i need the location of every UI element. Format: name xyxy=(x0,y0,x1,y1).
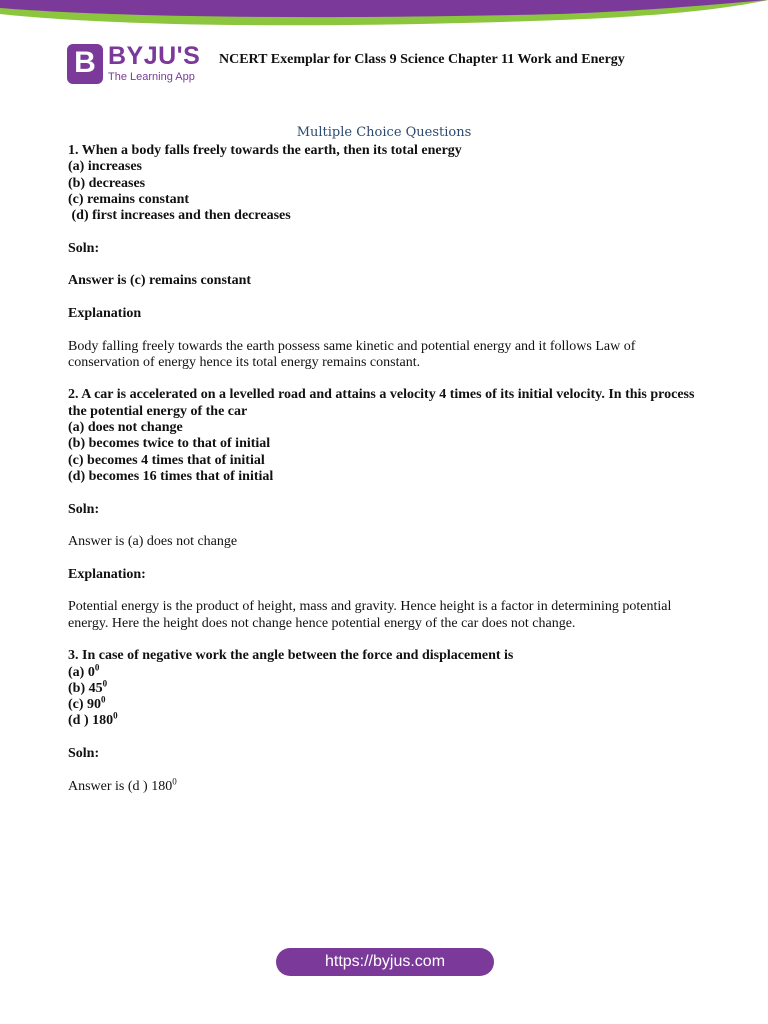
q3-option-c xyxy=(68,694,698,713)
q2-option-a: (a) does not change xyxy=(68,420,183,436)
q1-option-a: (a) increases xyxy=(68,159,142,175)
q2-explanation-label: Explanation: xyxy=(68,566,146,582)
byjus-logo xyxy=(67,44,207,88)
top-decorative-band xyxy=(0,0,768,28)
degree-mark: 0 xyxy=(172,775,177,786)
q3-option-a-text: (a) 0 xyxy=(68,664,95,680)
q1-option-d: (d) first increases and then decreases xyxy=(68,208,291,224)
q2-option-c: (c) becomes 4 times that of initial xyxy=(68,452,265,468)
q3-option-a xyxy=(68,661,698,681)
q3-option-b xyxy=(68,678,698,697)
q2-explanation-line: energy. Here the height does not change hence potential energy of the car does not change. xyxy=(68,615,576,631)
q3-option-d-text: (d ) 180 xyxy=(68,713,114,729)
q1-option-c: (c) remains constant xyxy=(68,191,190,207)
section-title: Multiple Choice Questions xyxy=(296,125,472,140)
q3-soln-label: Soln: xyxy=(68,745,100,761)
q3-question: 3. In case of negative work the angle between the force and displacement is xyxy=(68,648,514,664)
q2-option-d: (d) becomes 16 times that of initial xyxy=(68,468,274,484)
q3-answer-text: Answer is (d ) 180 xyxy=(68,778,173,794)
q1-option-b: (b) decreases xyxy=(68,175,146,191)
q3-option-b-text: (b) 45 xyxy=(68,680,103,696)
logo-mark-letter: B xyxy=(74,46,96,79)
degree-mark: 0 xyxy=(94,661,100,672)
q3-answer xyxy=(68,775,698,795)
logo-tagline: The Learning App xyxy=(108,71,195,83)
q1-explanation-line: conservation of energy hence its total energy remains constant. xyxy=(68,354,421,370)
degree-mark: 0 xyxy=(113,710,118,721)
logo-mark xyxy=(67,44,103,84)
q1-explanation-label: Explanation xyxy=(68,305,142,321)
q1-question: 1. When a body falls freely towards the earth, then its total energy xyxy=(68,143,462,158)
q1-answer: Answer is (c) remains constant xyxy=(68,273,252,289)
q2-explanation-line: Potential energy is the product of height, mass and gravity. Hence height is a factor in determining potential xyxy=(68,599,672,615)
degree-mark: 0 xyxy=(101,694,106,705)
q2-soln-label: Soln: xyxy=(68,501,100,517)
q2-answer: Answer is (a) does not change xyxy=(68,534,238,550)
q1-soln-label: Soln: xyxy=(68,240,100,256)
q1-explanation-line: Body falling freely towards the earth possess same kinetic and potential energy and it follows Law of xyxy=(68,338,636,354)
q2-option-b: (b) becomes twice to that of initial xyxy=(68,436,271,452)
logo-brand-name: BYJU'S xyxy=(108,42,201,70)
website-link-button[interactable]: https://byjus.com xyxy=(276,948,494,976)
degree-mark: 0 xyxy=(102,678,108,689)
document-body xyxy=(68,143,698,795)
document-title: NCERT Exemplar for Class 9 Science Chapter 11 Work and Energy xyxy=(219,52,625,67)
q2-question-line: the potential energy of the car xyxy=(68,403,248,419)
q3-option-d xyxy=(68,710,698,729)
q3-option-c-text: (c) 90 xyxy=(68,697,102,713)
q2-question-line: 2. A car is accelerated on a levelled road and attains a velocity 4 times of its initial velocity. In this process xyxy=(68,387,695,403)
